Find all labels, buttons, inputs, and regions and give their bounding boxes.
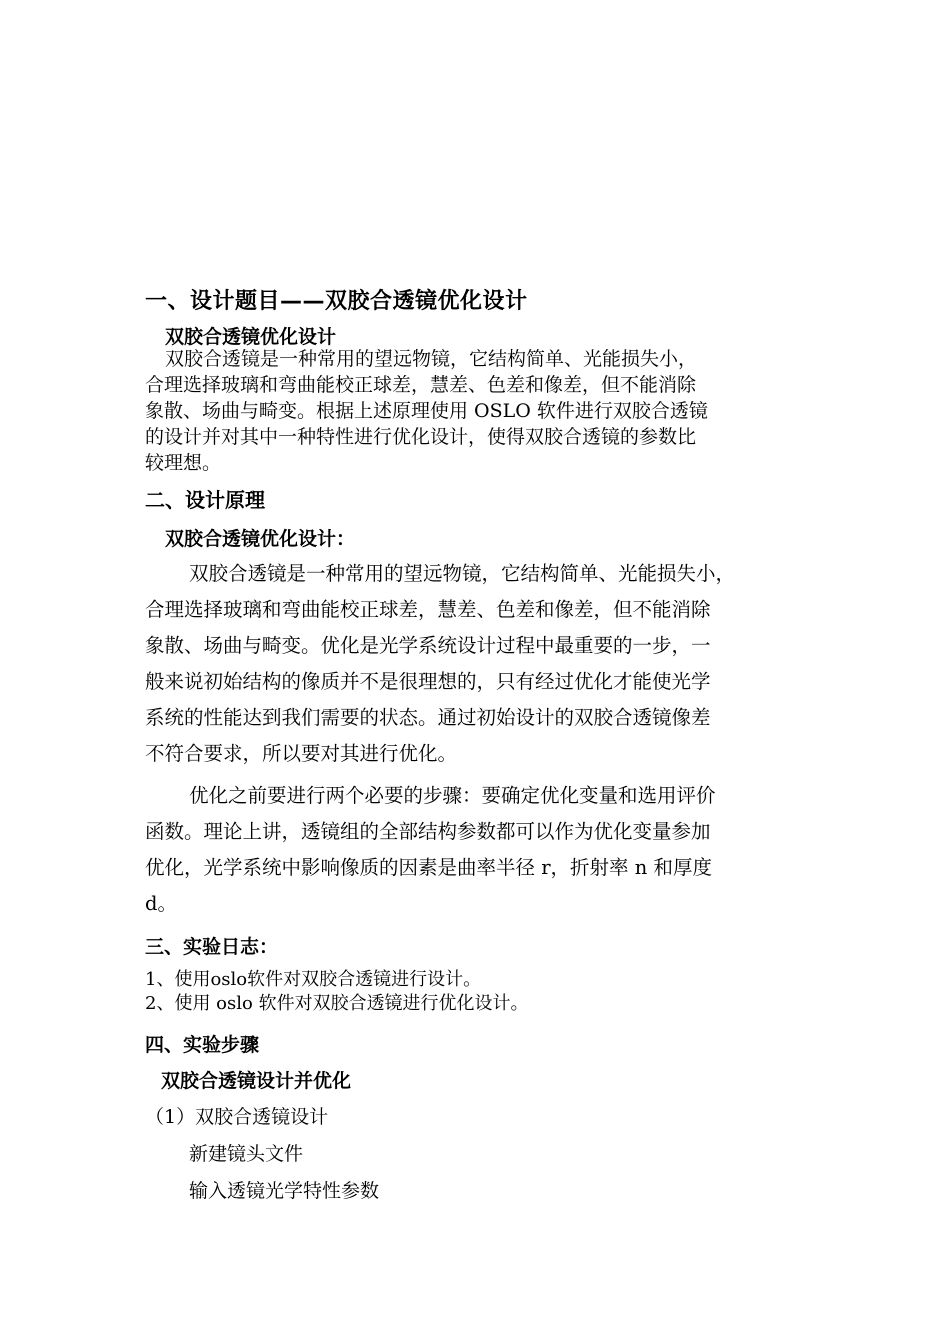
section2-subtitle: 双胶合透镜优化设计： xyxy=(165,528,356,550)
section2-line: 优化，光学系统中影响像质的因素是曲率半径 r，折射率 n 和厚度 xyxy=(145,856,712,879)
section2-paragraph-2 xyxy=(145,778,817,922)
section1-subtitle: 双胶合透镜优化设计 xyxy=(165,326,337,348)
section2-line: 合理选择玻璃和弯曲能校正球差，慧差、色差和像差，但不能消除 xyxy=(145,598,711,621)
section2-heading: 二、设计原理 xyxy=(145,488,265,512)
section2-line: d。 xyxy=(145,892,177,915)
section4-subtitle: 双胶合透镜设计并优化 xyxy=(161,1070,352,1092)
section2-line: 双胶合透镜是一种常用的望远物镜，它结构简单、光能损失小， xyxy=(189,562,736,585)
section3-heading: 三、实验日志： xyxy=(145,936,279,958)
section2-line: 优化之前要进行两个必要的步骤：要确定优化变量和选用评价 xyxy=(189,784,716,807)
section4-heading: 四、实验步骤 xyxy=(145,1034,260,1056)
section1-line: 象散、场曲与畸变。根据上述原理使用 OSLO 软件进行双胶合透镜 xyxy=(145,400,708,422)
section2-line: 象散、场曲与畸变。优化是光学系统设计过程中最重要的一步，一 xyxy=(145,634,711,657)
section1-line: 较理想。 xyxy=(145,452,222,474)
sub-step: 新建镜头文件 xyxy=(189,1143,304,1165)
list-item: 2、使用 oslo 软件对双胶合透镜进行优化设计。 xyxy=(145,993,529,1014)
section3-list xyxy=(145,968,817,1016)
section1-line: 双胶合透镜是一种常用的望远物镜，它结构简单、光能损失小， xyxy=(165,348,698,370)
section2-line: 函数。理论上讲，透镜组的全部结构参数都可以作为优化变量参加 xyxy=(145,820,711,843)
step-1: （1）双胶合透镜设计 xyxy=(145,1106,329,1128)
section2-line: 般来说初始结构的像质并不是很理想的，只有经过优化才能使光学 xyxy=(145,670,711,693)
section2-paragraph-1 xyxy=(145,556,817,772)
section1-paragraph xyxy=(145,346,817,476)
list-item: 1、使用oslo软件对双胶合透镜进行设计。 xyxy=(145,969,482,990)
section1-heading: 一、设计题目——双胶合透镜优化设计 xyxy=(145,289,528,314)
section2-line: 系统的性能达到我们需要的状态。通过初始设计的双胶合透镜像差 xyxy=(145,706,711,729)
section1-line: 合理选择玻璃和弯曲能校正球差，慧差、色差和像差，但不能消除 xyxy=(145,374,697,396)
section2-line: 不符合要求，所以要对其进行优化。 xyxy=(145,742,458,765)
section1-line: 的设计并对其中一种特性进行优化设计，使得双胶合透镜的参数比 xyxy=(145,426,697,448)
sub-step: 输入透镜光学特性参数 xyxy=(189,1180,380,1202)
